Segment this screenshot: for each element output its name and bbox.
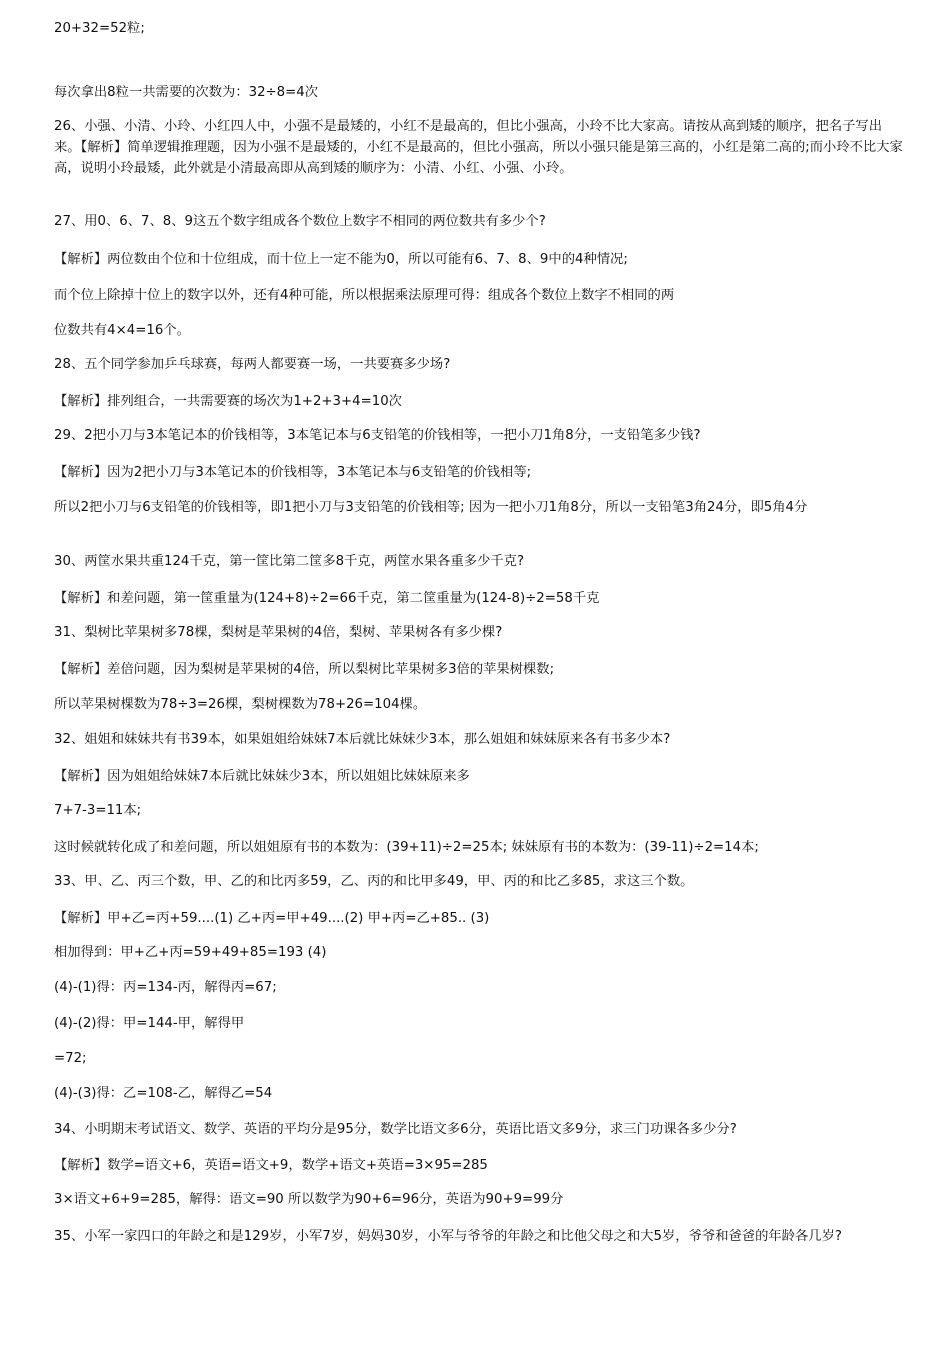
paragraph: 所以2把小刀与6支铅笔的价钱相等，即1把小刀与3支铅笔的价钱相等; 因为一把小刀1角8分，所以一支铅笔3角24分，即5角4分 — [54, 500, 808, 515]
paragraph: 相加得到：甲+乙+丙=59+49+85=193 (4) — [54, 945, 327, 960]
question-28: 28、五个同学参加乒乓球赛，每两人都要赛一场，一共要赛多少场? — [54, 357, 451, 372]
paragraph: 【解析】排列组合，一共需要赛的场次为1+2+3+4=10次 — [54, 394, 402, 409]
paragraph: 3×语文+6+9=285，解得：语文=90 所以数学为90+6=96分，英语为90+9=99分 — [54, 1192, 564, 1207]
question-33: 33、甲、乙、丙三个数，甲、乙的和比丙多59，乙、丙的和比甲多49，甲、丙的和比乙多85，求这三个数。 — [54, 874, 694, 889]
paragraph: 20+32=52粒; — [54, 21, 145, 36]
paragraph: (4)-(3)得：乙=108-乙，解得乙=54 — [54, 1086, 273, 1101]
paragraph: 26、小强、小清、小玲、小红四人中，小强不是最矮的，小红不是最高的，但比小强高，小玲不比大家高。请按从高到矮的顺序，把名子写出来。【解析】简单逻辑推理题，因为小强不是最矮的，小红不是最高的，但比小强高，所以小强只能是第三高的，小红是第二高的;而小玲不比大家高，说明小玲最矮，此外就是小清最高即从高到矮的顺序为：小清、小红、小强、小玲。 — [54, 119, 903, 176]
paragraph: 这时候就转化成了和差问题，所以姐姐原有书的本数为：(39+11)÷2=25本; 妹妹原有书的本数为：(39-11)÷2=14本; — [54, 840, 759, 855]
question-32: 32、姐姐和妹妹共有书39本，如果姐姐给妹妹7本后就比妹妹少3本，那么姐姐和妹妹原来各有书多少本? — [54, 732, 671, 747]
question-34: 34、小明期末考试语文、数学、英语的平均分是95分，数学比语文多6分，英语比语文多9分，求三门功课各多少分? — [54, 1122, 737, 1137]
question-31: 31、梨树比苹果树多78棵，梨树是苹果树的4倍，梨树、苹果树各有多少棵? — [54, 625, 503, 640]
question-29: 29、2把小刀与3本笔记本的价钱相等，3本笔记本与6支铅笔的价钱相等，一把小刀1角8分，一支铅笔多少钱? — [54, 428, 701, 443]
paragraph: 【解析】因为姐姐给妹妹7本后就比妹妹少3本，所以姐姐比妹妹原来多 — [54, 769, 470, 784]
paragraph: 7+7-3=11本; — [54, 803, 142, 818]
paragraph: 而个位上除掉十位上的数字以外，还有4种可能，所以根据乘法原理可得：组成各个数位上数字不相同的两 — [54, 288, 675, 303]
paragraph: (4)-(2)得：甲=144-甲，解得甲 — [54, 1016, 245, 1031]
paragraph: 【解析】两位数由个位和十位组成，而十位上一定不能为0，所以可能有6、7、8、9中的4种情况; — [54, 252, 628, 267]
paragraph: 位数共有4×4=16个。 — [54, 323, 190, 338]
paragraph: 【解析】数学=语文+6，英语=语文+9，数学+语文+英语=3×95=285 — [54, 1158, 488, 1173]
paragraph: 每次拿出8粒一共需要的次数为：32÷8=4次 — [54, 85, 319, 100]
question-27: 27、用0、6、7、8、9这五个数字组成各个数位上数字不相同的两位数共有多少个? — [54, 214, 546, 229]
question-35: 35、小军一家四口的年龄之和是129岁，小军7岁，妈妈30岁，小军与爷爷的年龄之和比他父母之和大5岁，爷爷和爸爸的年龄各几岁? — [54, 1229, 842, 1244]
question-30: 30、两筐水果共重124千克，第一筐比第二筐多8千克，两筐水果各重多少千克? — [54, 554, 525, 569]
paragraph: 【解析】和差问题，第一筐重量为(124+8)÷2=66千克，第二筐重量为(124-8)÷2=58千克 — [54, 591, 600, 606]
paragraph: 【解析】差倍问题，因为梨树是苹果树的4倍，所以梨树比苹果树多3倍的苹果树棵数; — [54, 662, 555, 677]
paragraph: 所以苹果树棵数为78÷3=26棵，梨树棵数为78+26=104棵。 — [54, 697, 427, 712]
paragraph: 【解析】甲+乙=丙+59....(1) 乙+丙=甲+49....(2) 甲+丙=乙+85.. (3) — [54, 911, 490, 926]
paragraph: =72; — [54, 1051, 87, 1066]
paragraph: (4)-(1)得：丙=134-丙，解得丙=67; — [54, 980, 277, 995]
paragraph: 【解析】因为2把小刀与3本笔记本的价钱相等，3本笔记本与6支铅笔的价钱相等; — [54, 465, 532, 480]
